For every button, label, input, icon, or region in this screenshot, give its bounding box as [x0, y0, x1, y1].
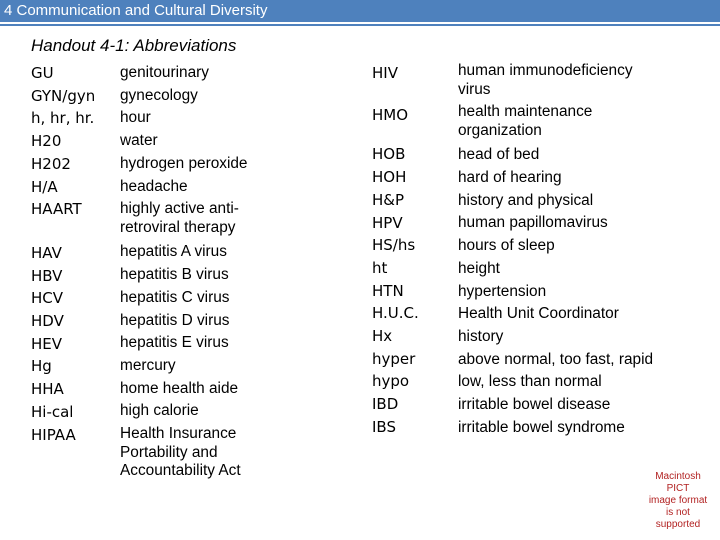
definition: gynecology	[120, 86, 198, 104]
abbreviation: HIPAA	[31, 425, 76, 444]
abbreviation: HBV	[31, 266, 63, 285]
header-bar	[0, 0, 720, 22]
definition: height	[458, 259, 500, 277]
abbreviation: IBD	[372, 395, 399, 414]
definition	[458, 62, 653, 99]
unsupported-image-notice	[648, 471, 708, 531]
definition: irritable bowel disease	[458, 396, 611, 414]
definition: irritable bowel syndrome	[458, 418, 625, 436]
abbreviation: hyper	[372, 349, 416, 368]
definition: hepatitis B virus	[120, 266, 229, 284]
abbreviation: H&P	[372, 190, 405, 209]
definition	[120, 425, 248, 481]
definition: hard of hearing	[458, 169, 562, 187]
definition	[120, 200, 248, 237]
spacer	[31, 221, 95, 242]
definition: hepatitis C virus	[120, 288, 230, 306]
abbreviation: HMO	[372, 105, 409, 124]
definition: genitourinary	[120, 64, 209, 81]
abbreviation: Hi-cal	[31, 402, 74, 421]
definition-line: Portability and	[120, 443, 218, 461]
definition: above normal, too fast, rapid	[458, 350, 654, 368]
definition-line: virus	[458, 80, 491, 98]
definition: Health Unit Coordinator	[458, 305, 619, 323]
abbreviation: HOH	[372, 168, 407, 187]
abbreviation: HAART	[31, 200, 82, 219]
definition: hydrogen peroxide	[120, 154, 248, 172]
definition: hepatitis A virus	[120, 243, 227, 261]
abbreviation: H.U.C.	[372, 304, 419, 323]
definition-line: human immunodeficiency	[458, 62, 633, 79]
definition: hour	[120, 109, 151, 127]
definition-line: retroviral therapy	[120, 218, 236, 236]
definition: human papillomavirus	[458, 214, 608, 232]
abbreviation: HEV	[31, 334, 63, 353]
abbreviation: H202	[31, 154, 71, 173]
definition-line: highly active anti-	[120, 200, 239, 218]
abbreviation: H20	[31, 132, 62, 151]
definition: headache	[120, 177, 188, 195]
definition: hours of sleep	[458, 237, 555, 255]
abbreviation: IBS	[372, 417, 396, 436]
definition: hepatitis E virus	[120, 334, 229, 352]
notice-line: Macintosh PICT	[655, 471, 701, 494]
abbreviation: Hx	[372, 327, 393, 346]
abbreviation: HS/hs	[372, 236, 416, 255]
definition-line: Health Insurance	[120, 425, 237, 443]
abbreviation: h, hr, hr.	[31, 109, 95, 128]
definition: history and physical	[458, 191, 594, 209]
definition: water	[120, 132, 158, 150]
definition: high calorie	[120, 402, 199, 420]
abbreviation: Hg	[31, 357, 52, 376]
abbreviation: HHA	[31, 380, 64, 399]
definition: home health aide	[120, 379, 239, 397]
abbreviation: ht	[372, 258, 388, 277]
spacer	[372, 85, 419, 104]
right-abbreviation-column	[372, 62, 419, 439]
abbreviation: GYN/gyn	[31, 86, 96, 105]
definition-line: Accountability Act	[120, 462, 241, 480]
definition: history	[458, 328, 504, 345]
notice-line: is not supported	[655, 507, 701, 530]
definition-line: health maintenance	[458, 103, 593, 121]
left-definition-column	[120, 62, 248, 485]
header-divider	[0, 24, 720, 26]
abbreviation: HDV	[31, 312, 64, 331]
definition: hepatitis D virus	[120, 311, 230, 329]
definition: hypertension	[458, 282, 547, 300]
abbreviation: HPV	[372, 213, 403, 232]
definition	[458, 103, 653, 140]
definition-line: organization	[458, 121, 542, 139]
definition: mercury	[120, 356, 176, 374]
right-definition-column	[458, 62, 653, 440]
abbreviation: HIV	[372, 64, 398, 82]
abbreviation: HCV	[31, 289, 64, 308]
abbreviation: H/A	[31, 177, 58, 196]
notice-line: image format	[648, 495, 708, 506]
header-title: 4 Communication and Cultural Diversity	[4, 2, 268, 19]
handout-title: Handout 4-1: Abbreviations	[31, 36, 237, 55]
abbreviation: GU	[31, 64, 54, 82]
abbreviation: hypo	[372, 372, 410, 391]
abbreviation: HAV	[31, 243, 62, 262]
abbreviation: HTN	[372, 281, 404, 300]
left-abbreviation-column	[31, 62, 95, 446]
definition: head of bed	[458, 146, 540, 164]
definition: low, less than normal	[458, 373, 602, 391]
abbreviation: HOB	[372, 145, 406, 164]
spacer	[372, 126, 419, 143]
